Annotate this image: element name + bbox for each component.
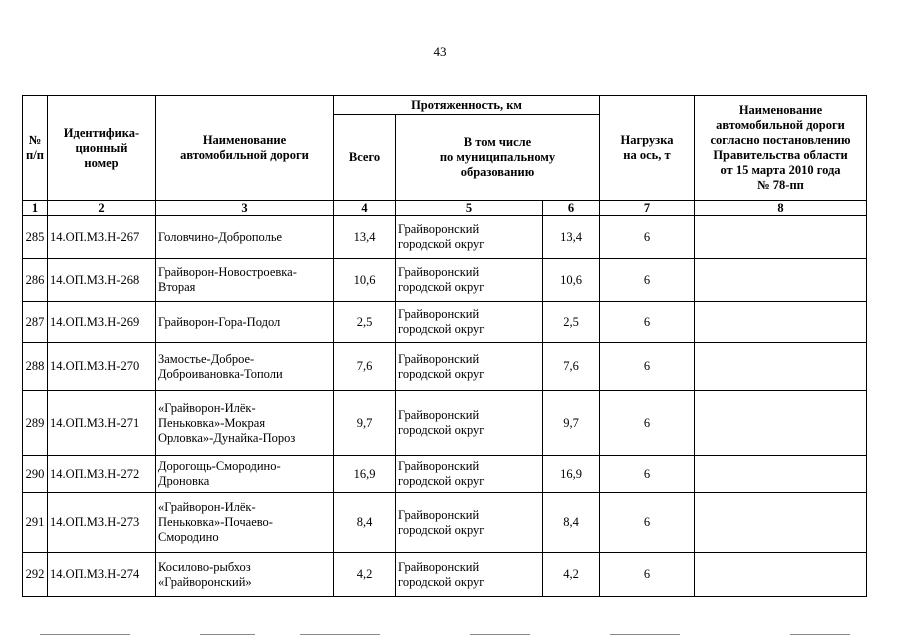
- row-number: 286: [23, 259, 48, 302]
- municipal-length: 7,6: [543, 343, 600, 391]
- roads-table: [22, 95, 867, 597]
- total-length: 9,7: [334, 391, 396, 456]
- column-number: 8: [695, 201, 867, 216]
- row-number: 290: [23, 456, 48, 493]
- table-row: [23, 493, 867, 553]
- municipal-length: 16,9: [543, 456, 600, 493]
- row-number: 285: [23, 216, 48, 259]
- road-id: 14.ОП.МЗ.Н-274: [48, 553, 156, 597]
- axle-load: 6: [600, 343, 695, 391]
- road-name: Косилово-рыбхоз «Грайворонский»: [156, 553, 334, 597]
- road-id: 14.ОП.МЗ.Н-269: [48, 302, 156, 343]
- municipality: Грайворонский городской округ: [396, 343, 543, 391]
- municipality: Грайворонский городской округ: [396, 553, 543, 597]
- total-length: 4,2: [334, 553, 396, 597]
- table-row: [23, 391, 867, 456]
- axle-load: 6: [600, 391, 695, 456]
- row-number: 292: [23, 553, 48, 597]
- column-number-row: [23, 201, 867, 216]
- road-id: 14.ОП.МЗ.Н-271: [48, 391, 156, 456]
- table-row: [23, 302, 867, 343]
- total-length: 16,9: [334, 456, 396, 493]
- total-length: 10,6: [334, 259, 396, 302]
- header-road-name: Наименование автомобильной дороги: [156, 96, 334, 201]
- road-id: 14.ОП.МЗ.Н-267: [48, 216, 156, 259]
- column-number: 6: [543, 201, 600, 216]
- row-number: 289: [23, 391, 48, 456]
- axle-load: 6: [600, 259, 695, 302]
- municipal-length: 8,4: [543, 493, 600, 553]
- column-number: 1: [23, 201, 48, 216]
- header-municipal: В том числе по муниципальному образованию: [396, 115, 600, 201]
- header-length-group: Протяженность, км: [334, 96, 600, 115]
- decree-name: [695, 302, 867, 343]
- table-row: [23, 456, 867, 493]
- municipality: Грайворонский городской округ: [396, 456, 543, 493]
- decree-name: [695, 343, 867, 391]
- road-name: «Грайворон-Илёк- Пеньковка»-Почаево- Смородино: [156, 493, 334, 553]
- road-id: 14.ОП.МЗ.Н-270: [48, 343, 156, 391]
- total-length: 8,4: [334, 493, 396, 553]
- road-name: Головчино-Доброполье: [156, 216, 334, 259]
- road-name: Замостье-Доброе- Доброивановка-Тополи: [156, 343, 334, 391]
- row-number: 288: [23, 343, 48, 391]
- header-number: № п/п: [23, 96, 48, 201]
- total-length: 7,6: [334, 343, 396, 391]
- total-length: 2,5: [334, 302, 396, 343]
- axle-load: 6: [600, 493, 695, 553]
- header-axle-load: Нагрузка на ось, т: [600, 96, 695, 201]
- municipality: Грайворонский городской округ: [396, 259, 543, 302]
- road-id: 14.ОП.МЗ.Н-268: [48, 259, 156, 302]
- axle-load: 6: [600, 553, 695, 597]
- column-number: 3: [156, 201, 334, 216]
- municipal-length: 2,5: [543, 302, 600, 343]
- municipality: Грайворонский городской округ: [396, 493, 543, 553]
- municipal-length: 4,2: [543, 553, 600, 597]
- road-name: Дорогощь-Смородино- Дроновка: [156, 456, 334, 493]
- municipal-length: 10,6: [543, 259, 600, 302]
- scan-artifact-lines: [0, 634, 905, 638]
- header-identifier: Идентифика- ционный номер: [48, 96, 156, 201]
- total-length: 13,4: [334, 216, 396, 259]
- table-row: [23, 259, 867, 302]
- decree-name: [695, 456, 867, 493]
- table-body: [23, 216, 867, 597]
- decree-name: [695, 493, 867, 553]
- municipal-length: 13,4: [543, 216, 600, 259]
- municipality: Грайворонский городской округ: [396, 302, 543, 343]
- municipality: Грайворонский городской округ: [396, 216, 543, 259]
- table-header: [23, 96, 867, 216]
- row-number: 287: [23, 302, 48, 343]
- road-name: Грайворон-Новостроевка- Вторая: [156, 259, 334, 302]
- axle-load: 6: [600, 302, 695, 343]
- road-id: 14.ОП.МЗ.Н-273: [48, 493, 156, 553]
- road-name: «Грайворон-Илёк- Пеньковка»-Мокрая Орловка»-Дунайка-Пороз: [156, 391, 334, 456]
- decree-name: [695, 259, 867, 302]
- road-name: Грайворон-Гора-Подол: [156, 302, 334, 343]
- table-row: [23, 553, 867, 597]
- header-total: Всего: [334, 115, 396, 201]
- column-number: 4: [334, 201, 396, 216]
- column-number: 2: [48, 201, 156, 216]
- road-id: 14.ОП.МЗ.Н-272: [48, 456, 156, 493]
- municipal-length: 9,7: [543, 391, 600, 456]
- axle-load: 6: [600, 456, 695, 493]
- table-row: [23, 216, 867, 259]
- municipality: Грайворонский городской округ: [396, 391, 543, 456]
- axle-load: 6: [600, 216, 695, 259]
- column-number: 7: [600, 201, 695, 216]
- decree-name: [695, 216, 867, 259]
- column-number: 5: [396, 201, 543, 216]
- header-decree-name: Наименование автомобильной дороги согласно постановлению Правительства области от 15 марта 2010 года № 78-пп: [695, 96, 867, 201]
- decree-name: [695, 391, 867, 456]
- decree-name: [695, 553, 867, 597]
- table-row: [23, 343, 867, 391]
- row-number: 291: [23, 493, 48, 553]
- page-number: 43: [433, 44, 447, 59]
